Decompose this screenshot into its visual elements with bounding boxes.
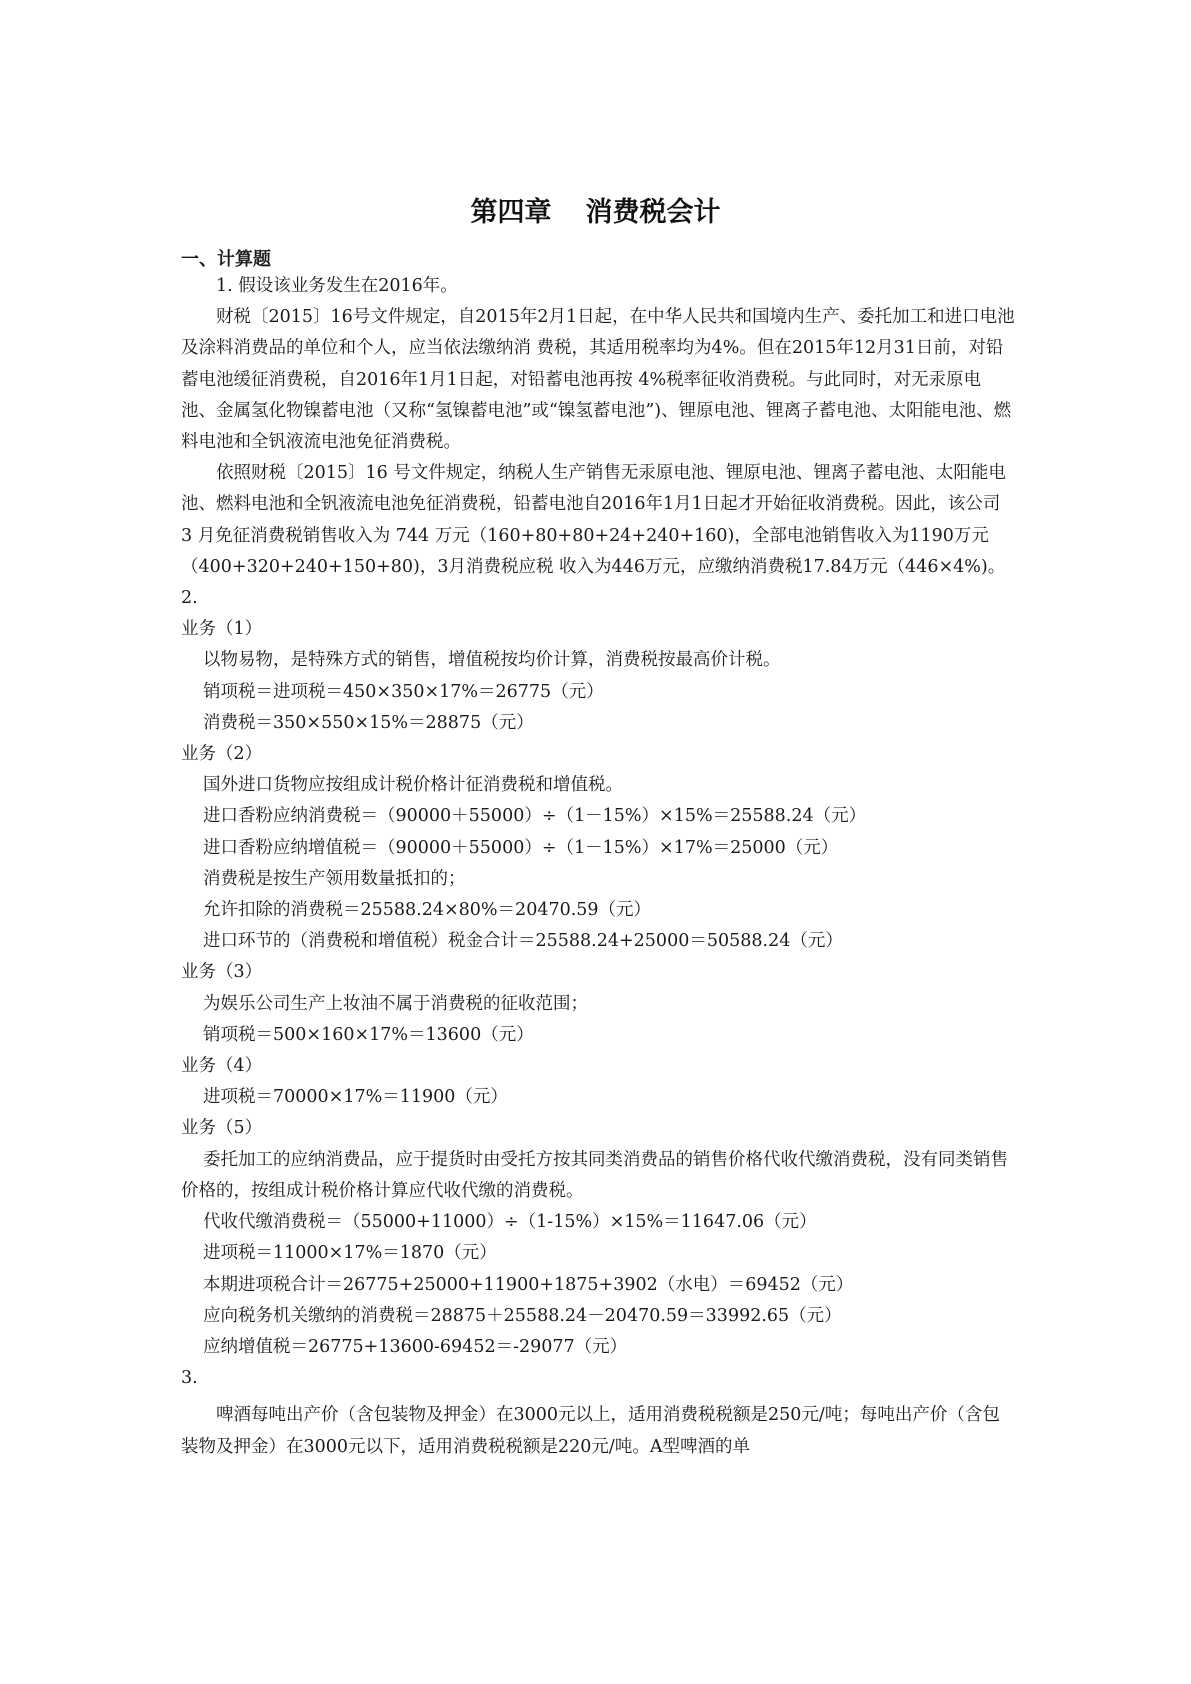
paragraph-line: 允许扣除的消费税＝25588.24×80%＝20470.59（元） (203, 900, 652, 921)
paragraph-line: 国外进口货物应按组成计税价格计征消费税和增值税。 (203, 775, 623, 796)
paragraph-line: 销项税＝进项税＝450×350×17%＝26775（元） (203, 681, 604, 702)
paragraph-line: 啤酒每吨出产价（含包装物及押金）在3000元以上，适用消费税税额是250元/吨；每吨出产价（含包装物及押金）在3000元以下，适用消费税税额是220元/吨。A型啤酒的单 (181, 1405, 1000, 1457)
paragraph-line: 业务（4） (181, 1056, 263, 1077)
paragraph-line: 应纳增值税＝26775+13600-69452＝-29077（元） (203, 1336, 628, 1357)
paragraph-line: 业务（5） (181, 1118, 263, 1139)
section-heading: 一、计算题 (181, 249, 271, 270)
paragraph-line: 消费税是按生产领用数量抵扣的； (203, 868, 466, 889)
paragraph-line: 3. (181, 1368, 198, 1389)
paragraph-line: 销项税＝500×160×17%＝13600（元） (203, 1024, 534, 1045)
paragraph-line: 代收代缴消费税＝（55000+11000）÷（1-15%）×15%＝11647.06（元） (203, 1212, 817, 1233)
paragraph-line: 进项税＝70000×17%＝11900（元） (203, 1087, 508, 1108)
paragraph-line: 进项税＝11000×17%＝1870（元） (203, 1243, 497, 1264)
paragraph-line: 1. 假设该业务发生在2016年。 (216, 276, 458, 296)
chapter-name: 消费税会计 (585, 197, 721, 228)
paragraph-line: 业务（1） (181, 619, 263, 640)
paragraph-line: 依照财税〔2015〕16 号文件规定，纳税人生产销售无汞原电池、锂原电池、锂离子蓄电池、太阳能电池、燃料电池和全钒液流电池免征消费税，铅蓄电池自2016年1月1日起才开始征收消费税。因此，该公司 3 月免征消费税销售收入为 744 万元（160+80+80+24+240+160)，全部电池销售收入为1190万元（400+320+240+150+80)，3月消费税应税 收入为446万元，应缴纳消费税17.84万元（446×4%)。 (181, 463, 1006, 577)
paragraph-line: 委托加工的应纳消费品，应于提货时由受托方按其同类消费品的销售价格代收代缴消费税，没有同类销售价格的，按组成计税价格计算应代收代缴的消费税。 (181, 1149, 1008, 1201)
chapter-title (0, 190, 1191, 229)
paragraph-line: 2. (181, 588, 198, 609)
paragraph-line: 业务（2） (181, 744, 263, 765)
paragraph-line: 进口环节的（消费税和增值税）税金合计＝25588.24+25000＝50588.24（元） (203, 931, 843, 952)
paragraph-line: 进口香粉应纳增值税＝（90000＋55000）÷（1－15%）×17%＝25000（元） (203, 837, 839, 858)
paragraph-line: 本期进项税合计＝26775+25000+11900+1875+3902（水电）＝69452（元） (203, 1274, 854, 1295)
paragraph-line: 应向税务机关缴纳的消费税＝28875＋25588.24－20470.59＝33992.65（元） (203, 1305, 842, 1326)
document-body (181, 271, 1016, 1463)
chapter-number: 第四章 (470, 197, 552, 228)
paragraph-line: 消费税＝350×550×15%＝28875（元） (203, 712, 534, 733)
paragraph-line: 进口香粉应纳消费税＝（90000＋55000）÷（1－15%）×15%＝25588.24（元） (203, 806, 867, 827)
paragraph-line: 为娱乐公司生产上妆油不属于消费税的征收范围； (203, 993, 588, 1014)
paragraph-line: 财税〔2015〕16号文件规定，自2015年2月1日起，在中华人民共和国境内生产、委托加工和进口电池及涂料消费品的单位和个人，应当依法缴纳消 费税，其适用税率均为4%。但在2015年12月31日前，对铅蓄电池缓征消费税，自2016年1月1日起，对铅蓄电池再按 4%税率征收消费税。与此同时，对无汞原电池、金属氢化物镍蓄电池（又称“氢镍蓄电池”或“镍氢蓄电池”)、锂原电池、锂离子蓄电池、太阳能电池、燃料电池和全钒液流电池免征消费税。 (181, 307, 1015, 453)
paragraph-line: 业务（3） (181, 962, 263, 983)
paragraph-line: 以物易物，是特殊方式的销售，增值税按均价计算，消费税按最高价计税。 (203, 650, 781, 671)
